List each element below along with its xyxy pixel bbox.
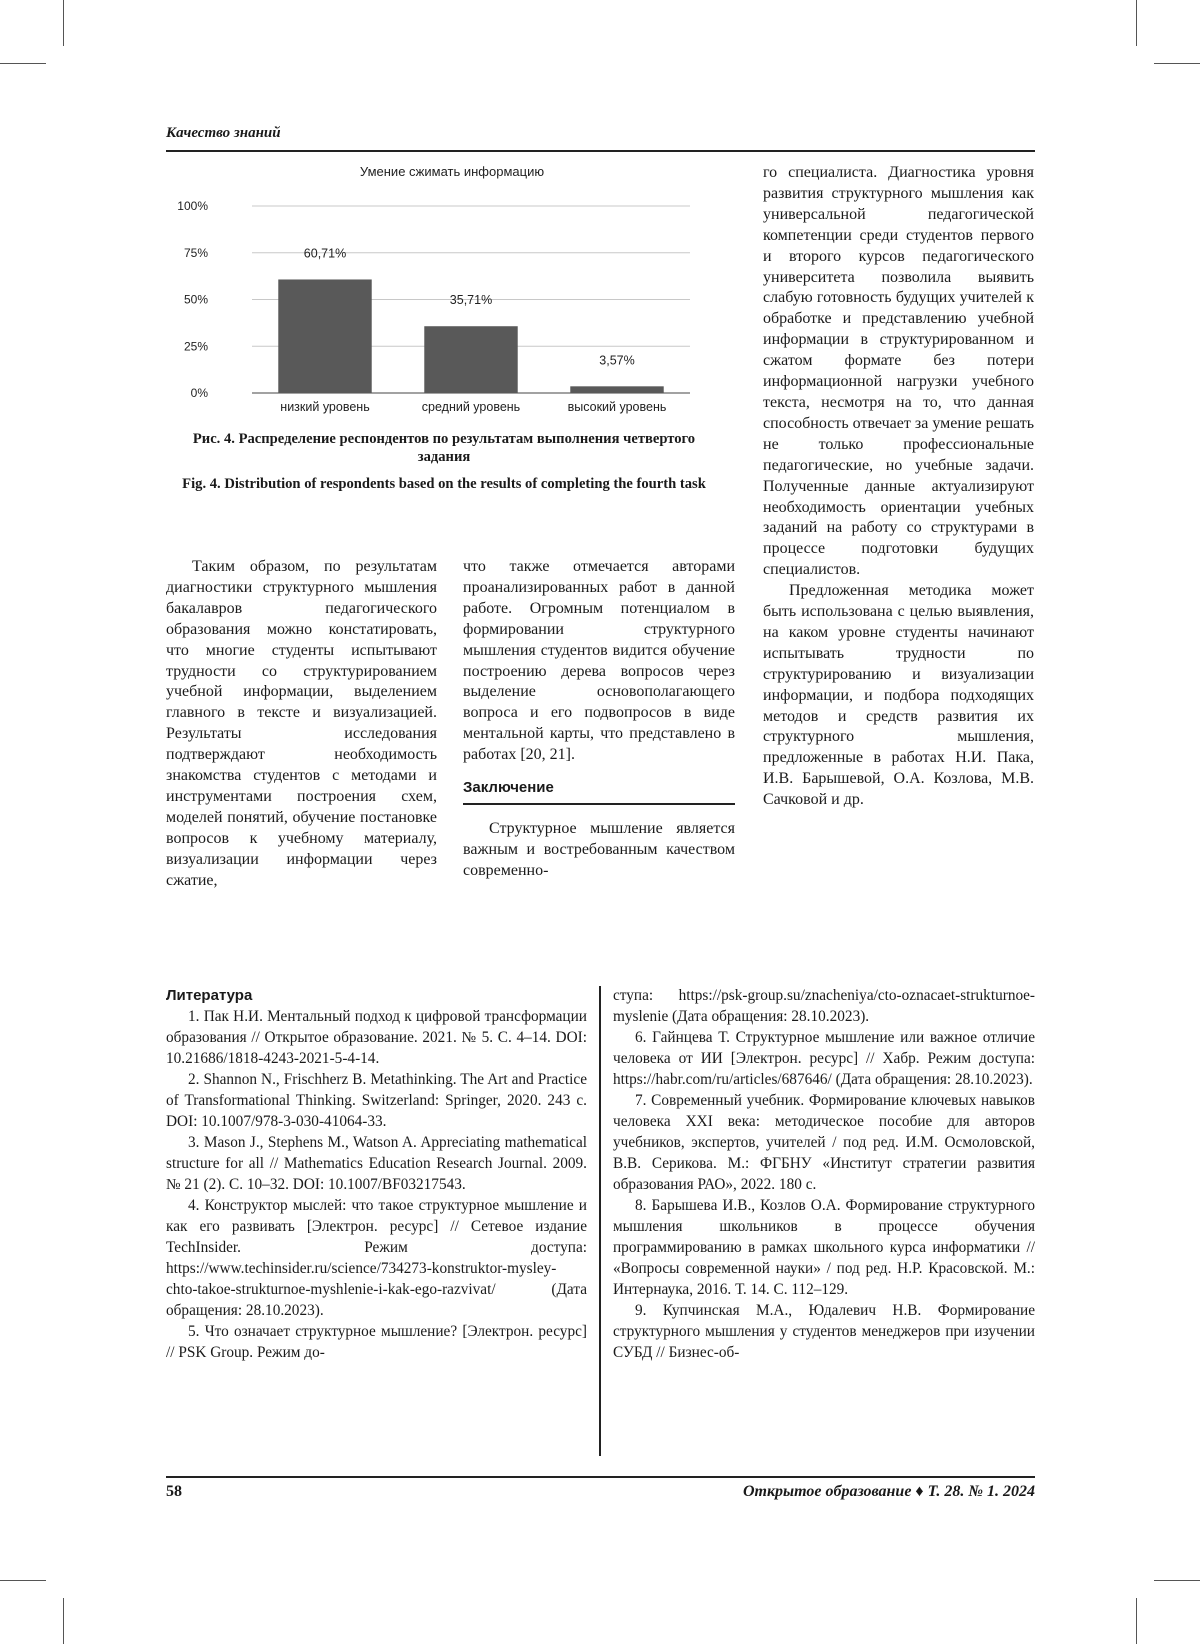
crop-mark: [1136, 1598, 1137, 1644]
bar: [424, 326, 517, 393]
crop-mark: [1154, 1580, 1200, 1581]
references-heading: Литература: [166, 987, 253, 1004]
reference-item: 4. Конструктор мыслей: что такое структурное мышление и как его развивать [Электрон. ресурс] // Сетевое издание TechInsider. Режим доступа: https://www.techinsider.ru/science/734273-konstruktor-mysley-chto-takoe-strukturnoe-myshlenie-i-kak-ego-razvivat/ (Дата обращения: 28.10.2023).: [166, 1197, 587, 1319]
page-number: 58: [166, 1483, 182, 1500]
crop-mark: [63, 1598, 64, 1644]
bar: [570, 386, 663, 393]
crop-mark: [1136, 0, 1137, 46]
data-label: 3,57%: [599, 353, 635, 368]
figure-caption-en: Fig. 4. Distribution of respondents based on the results of completing the fourth task: [182, 476, 706, 492]
body-column-2: [463, 557, 735, 882]
data-label: 35,71%: [449, 293, 493, 308]
x-tick-label: высокий уровень: [567, 400, 667, 414]
x-tick-label: низкий уровень: [280, 400, 370, 414]
reference-item: 7. Современный учебник. Формирование ключевых навыков человека XXI века: методическое пособие для авторов учебников, экспертов, учителей / под ред. И.М. Осмоловской, В.В. Серикова. М.: ФГБНУ «Институт стратегии развития образования РАО», 2022. 180 с.: [613, 1092, 1035, 1193]
column-divider: [599, 986, 601, 1456]
reference-item: 6. Гайнцева Т. Структурное мышление или важное отличие человека от ИИ [Электрон. ресурс] // Хабр. Режим доступа: https://habr.com/ru/articles/687646/ (Дата обращения: 28.10.2023).: [613, 1029, 1035, 1088]
footer-rule: [166, 1476, 1035, 1478]
reference-item: 5. Что означает структурное мышление? [Электрон. ресурс] // PSK Group. Режим до-: [166, 1323, 587, 1361]
crop-mark: [0, 63, 46, 64]
paragraph: что также отмечается авторами проанализированных работ в данной работе. Огромным потенциалом в формировании структурного мышления студентов видится обучение построению дерева вопросов через выделение основополагающего вопроса и его подвопросов в виде ментальной карты, что представлено в работах [20, 21].: [463, 558, 735, 764]
crop-mark: [63, 0, 64, 46]
paragraph: Предложенная методика может быть использована с целью выявления, на каком уровне студенты начинают испытывать трудности по структурированию и визуализации информации, и подбора подходящих методов и средств развития их структурного мышления, предложенные в работах Н.И. Пака, И.В. Барышевой, О.А. Козлова, М.В. Сачковой и др.: [763, 582, 1034, 809]
body-column-3: [763, 163, 1034, 811]
paragraph: Структурное мышление является важным и востребованным качеством современно-: [463, 819, 735, 879]
reference-item: 9. Купчинская М.А., Юдалевич Н.В. Формирование структурного мышления у студентов менеджеров при изучении СУБД // Бизнес-об-: [613, 1302, 1035, 1361]
reference-item-continued: ступа: https://psk-group.su/znacheniya/cto-oznacaet-strukturnoe-myslenie (Дата обращения: 28.10.2023).: [613, 987, 1035, 1025]
header-rule: [166, 150, 1035, 152]
chart-title: Умение сжимать информацию: [359, 164, 545, 179]
y-tick-label: 0%: [190, 386, 208, 400]
bar-chart: [166, 158, 722, 418]
running-head: Качество знаний: [166, 125, 281, 141]
section-rule: [463, 803, 735, 805]
paragraph: го специалиста. Диагностика уровня развития структурного мышления как универсальной педагогической компетенции среди студентов первого и второго курсов педагогического университета позволила выявить слабую готовность будущих учителей к обработке и представлению учебной информации в структурированном и сжатом формате без потери информационной нагрузки учебного текста, несмотря на то, что данная способность отвечает за умение решать не только профессиональные педагогические, но учебные задачи. Полученные данные актуализируют необходимость ориентации учебных заданий на работу со структурами в процессе подготовки будущих специалистов.: [763, 164, 1034, 579]
reference-item: 3. Mason J., Stephens M., Watson A. Appreciating mathematical structure for all // Mathematics Education Research Journal. 2009. № 21 (2). С. 10–32. DOI: 10.1007/BF03217543.: [166, 1134, 587, 1193]
reference-item: 1. Пак Н.И. Ментальный подход к цифровой трансформации образования // Открытое образование. 2021. № 5. С. 4–14. DOI: 10.21686/1818-4243-2021-5-4-14.: [166, 1008, 587, 1067]
body-column-1: [166, 557, 437, 892]
y-tick-label: 25%: [183, 339, 208, 354]
y-tick-label: 100%: [177, 199, 208, 213]
reference-item: 2. Shannon N., Frischherz B. Metathinking. The Art and Practice of Transformational Thinking. Switzerland: Springer, 2020. 243 c. DOI: 10.1007/978-3-030-41064-33.: [166, 1071, 587, 1130]
y-tick-label: 75%: [183, 245, 208, 260]
reference-item: 8. Барышева И.В., Козлов О.А. Формирование структурного мышления школьников в процессе обучения программированию в рамках школьного курса информатики // «Вопросы современной науки» / под ред. Н.Р. Красовской. М.: Интернаука, 2016. Т. 14. С. 112–129.: [613, 1197, 1035, 1298]
paragraph: Таким образом, по результатам диагностики структурного мышления бакалавров педагогического образования можно констатировать, что многие студенты испытывают трудности со структурированием учебной информации, выделением главного в тексте и визуализацией. Результаты исследования подтверждают необходимость знакомства студентов с методами и инструментами построения схем, моделей понятий, обучение постановке вопросов к учебному материалу, визуализации информации через сжатие,: [166, 558, 437, 889]
crop-mark: [0, 1580, 46, 1581]
bar: [278, 279, 371, 393]
y-tick-label: 50%: [183, 292, 208, 307]
diamond-icon: ♦: [915, 1483, 924, 1500]
x-tick-label: средний уровень: [421, 400, 521, 414]
journal-info: [743, 1483, 1035, 1501]
references-right: [613, 985, 1035, 1363]
figure-caption-ru: Рис. 4. Распределение респондентов по результатам выполнения четвертого задания: [192, 431, 696, 465]
crop-mark: [1154, 63, 1200, 64]
journal-name: Открытое образование: [742, 1483, 912, 1500]
conclusion-heading: Заключение: [463, 779, 554, 797]
references-left: [166, 985, 587, 1363]
data-label: 60,71%: [303, 246, 347, 261]
journal-issue: Т. 28. № 1. 2024: [927, 1483, 1035, 1500]
